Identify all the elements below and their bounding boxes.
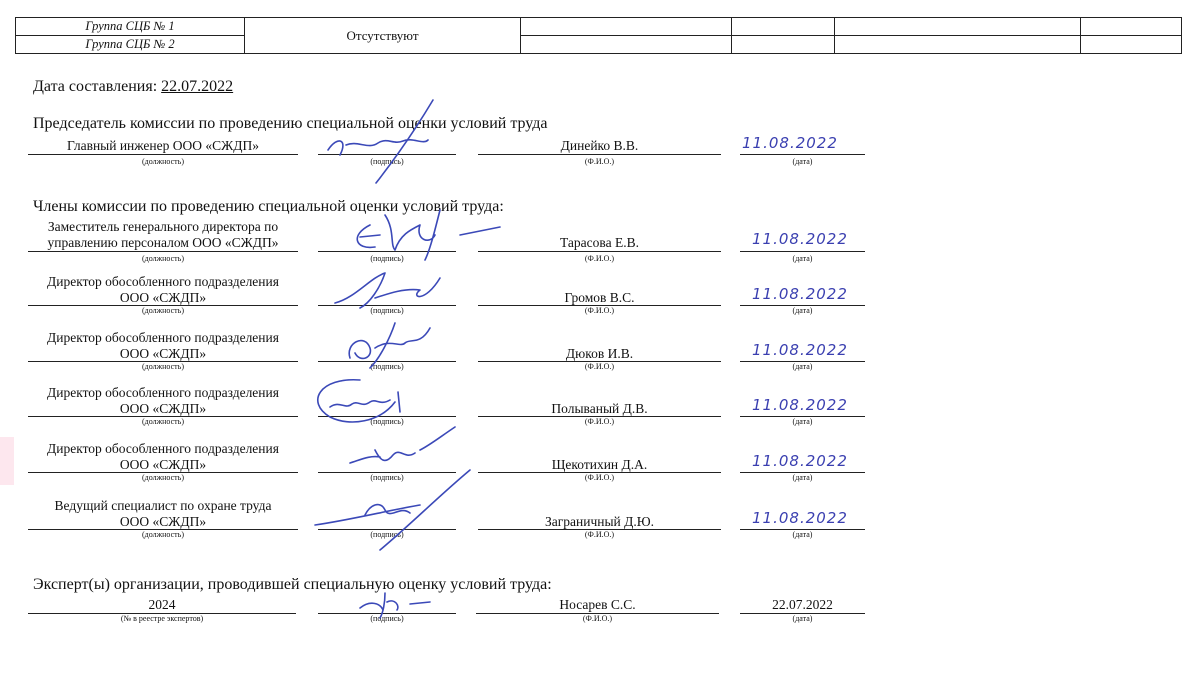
caption-position: (должность)	[142, 254, 184, 263]
caption-fio: (Ф.И.О.)	[584, 254, 615, 263]
chair-name: Динейко В.В.	[560, 138, 639, 153]
member-position-line1: Директор обособленного подразделения	[47, 385, 279, 400]
caption-date: (дата)	[792, 306, 813, 315]
member-date: 11.08.2022	[752, 396, 848, 414]
chair-date: 11.08.2022	[742, 134, 838, 152]
member-position-line1: Директор обособленного подразделения	[47, 441, 279, 456]
caption-date: (дата)	[792, 254, 813, 263]
expert-date: 22.07.2022	[772, 597, 833, 612]
member-date: 11.08.2022	[752, 341, 848, 359]
member-name: Тарасова Е.В.	[560, 235, 639, 250]
status-cell: Отсутствуют	[245, 18, 521, 54]
member-position	[28, 385, 298, 417]
member-position-line2: ООО «СЖДП»	[119, 401, 207, 416]
member-position-line2: управлению персоналом ООО «СЖДП»	[47, 235, 279, 250]
caption-fio: (Ф.И.О.)	[584, 473, 615, 482]
caption-signature: (подпись)	[370, 417, 404, 426]
caption-date: (дата)	[792, 473, 813, 482]
member-position-line2: ООО «СЖДП»	[119, 346, 207, 361]
caption-fio: (Ф.И.О.)	[584, 306, 615, 315]
caption-signature: (подпись)	[370, 473, 404, 482]
group-2-cell: Группа СЦБ № 2	[16, 36, 245, 54]
caption-fio: (Ф.И.О.)	[584, 362, 615, 371]
compile-date: 22.07.2022	[161, 78, 234, 95]
expert-registry: 2024	[148, 597, 176, 612]
chair-position: Главный инженер ООО «СЖДП»	[67, 138, 259, 153]
group-1-cell: Группа СЦБ № 1	[16, 18, 245, 36]
member-position-line2: ООО «СЖДП»	[119, 290, 207, 305]
caption-date: (дата)	[792, 157, 813, 166]
member-name: Заграничный Д.Ю.	[544, 514, 654, 529]
caption-date: (дата)	[792, 530, 813, 539]
expert-heading: Эксперт(ы) организации, проводившей специальную оценку условий труда:	[33, 576, 552, 593]
caption-date: (дата)	[792, 614, 813, 623]
caption-signature: (подпись)	[370, 362, 404, 371]
caption-position: (должность)	[142, 362, 184, 371]
caption-fio: (Ф.И.О.)	[582, 614, 613, 623]
member-position-line1: Директор обособленного подразделения	[47, 274, 279, 289]
member-date: 11.08.2022	[752, 230, 848, 248]
member-name: Щекотихин Д.А.	[551, 457, 648, 472]
member-signature	[300, 372, 420, 432]
caption-position: (должность)	[142, 157, 184, 166]
chair-heading: Председатель комиссии по проведению специальной оценки условий труда	[33, 115, 548, 132]
member-position	[28, 274, 298, 306]
caption-position: (должность)	[142, 417, 184, 426]
caption-signature: (подпись)	[370, 530, 404, 539]
member-signature	[310, 465, 475, 555]
caption-fio: (Ф.И.О.)	[584, 417, 615, 426]
members-heading: Члены комиссии по проведению специальной оценки условий труда:	[33, 198, 504, 215]
caption-registry: (№ в реестре экспертов)	[120, 614, 204, 623]
caption-signature: (подпись)	[370, 306, 404, 315]
caption-position: (должность)	[142, 473, 184, 482]
expert-signature	[355, 588, 435, 620]
member-date: 11.08.2022	[752, 285, 848, 303]
member-position-line1: Ведущий специалист по охране труда	[54, 498, 272, 513]
member-position-line1: Заместитель генерального директора по	[47, 219, 279, 234]
member-name: Громов В.С.	[564, 290, 635, 305]
caption-fio: (Ф.И.О.)	[584, 157, 615, 166]
caption-position: (должность)	[142, 306, 184, 315]
member-name: Полываный Д.В.	[551, 401, 648, 416]
expert-name: Носарев С.С.	[559, 597, 636, 612]
chair-signature	[318, 95, 458, 185]
compile-date-line	[33, 78, 233, 96]
member-signature	[340, 205, 510, 265]
caption-date: (дата)	[792, 362, 813, 371]
group-table	[15, 17, 1182, 54]
member-signature	[330, 268, 450, 318]
caption-signature: (подпись)	[370, 157, 404, 166]
caption-position: (должность)	[142, 530, 184, 539]
member-signature	[335, 318, 445, 373]
member-position	[28, 498, 298, 530]
scan-mark	[0, 437, 14, 485]
caption-signature: (подпись)	[370, 614, 404, 623]
member-position	[28, 330, 298, 362]
member-date: 11.08.2022	[752, 452, 848, 470]
member-name: Дюков И.В.	[565, 346, 634, 361]
member-position	[28, 441, 298, 473]
compile-label: Дата составления:	[33, 78, 158, 95]
member-position-line2: ООО «СЖДП»	[119, 457, 207, 472]
member-position-line2: ООО «СЖДП»	[119, 514, 207, 529]
caption-fio: (Ф.И.О.)	[584, 530, 615, 539]
caption-date: (дата)	[792, 417, 813, 426]
member-date: 11.08.2022	[752, 509, 848, 527]
caption-signature: (подпись)	[370, 254, 404, 263]
member-position	[28, 219, 298, 251]
member-position-line1: Директор обособленного подразделения	[47, 330, 279, 345]
